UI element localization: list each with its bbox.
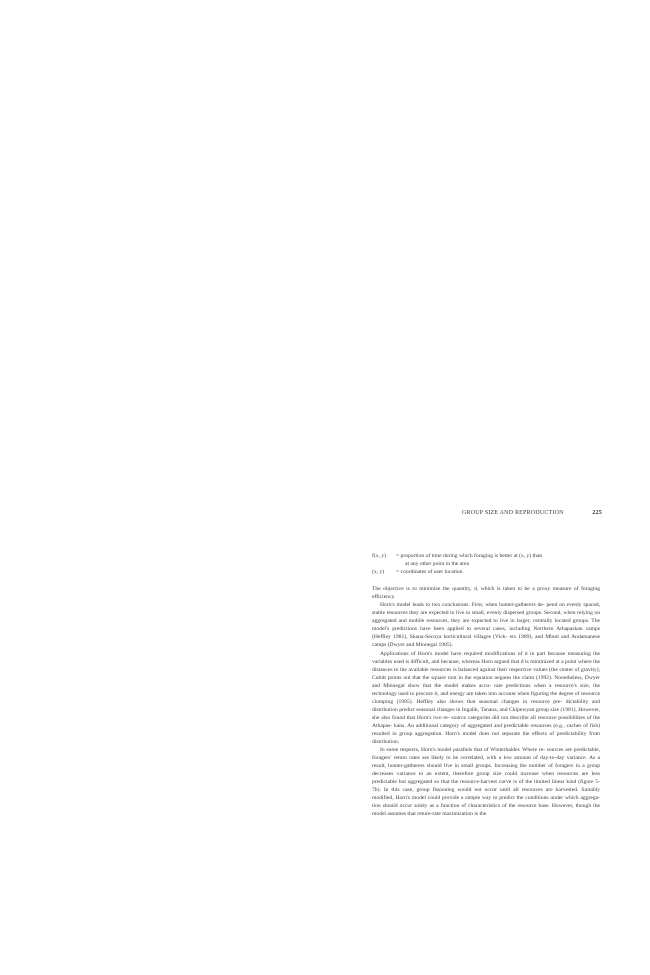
text-line: tion should occur solely as a function of characteristics of the resource base. <box>372 803 550 810</box>
text-line: source categories did not describe all resource possibilities of the Athapas- <box>372 714 601 729</box>
definition-line <box>372 552 600 560</box>
text-line: live in small groups. Increasing the number of foragers in a group decreases <box>372 763 600 778</box>
definition-text: = proportion of time during which foraging is better at (x, y) than <box>396 553 543 559</box>
paragraph <box>372 601 600 649</box>
paragraph <box>372 650 600 747</box>
paragraph <box>372 746 600 818</box>
text-line: Cubitt points out that the square root in the equation negates the claim <box>372 674 535 681</box>
text-line: pend on evenly spaced, stable resources they are expected to live in small, <box>372 602 600 617</box>
text-line: sources are predictable, foragers' return rates are likely to be correlated, with <box>372 747 600 762</box>
text-line: dictability and distribution predict seasonal changes in Ingalik, Tanana, and <box>372 698 601 713</box>
definition-list <box>372 552 600 576</box>
definition-symbol: (x, y) <box>372 569 385 576</box>
text-line: Athapaskan camps (Heffley 1981), Skana-Secoya horticultural villages (Vick- <box>372 626 600 641</box>
text-line: argued that d is minimized at a point where the distances to the available <box>372 658 601 673</box>
text-line: model's predictions have been applied to several cases, including Northern <box>372 626 554 633</box>
text-line: However, though the model assumes that return-rate maximization is the <box>372 803 600 818</box>
text-line: rate predictions when a resource's size, the technology used to procure it, <box>372 682 600 697</box>
definition-symbol: f(x, y) <box>372 553 386 559</box>
paragraph <box>372 585 600 601</box>
text-line: resources is balanced against their respective values (the center of gravity), <box>430 666 600 673</box>
text-line: are less predictable but aggregated so that the resource-harvest curve is of <box>372 771 600 786</box>
text-line: variance to an extent, therefore group size could increase when resources <box>396 771 579 778</box>
text-line: Horn's model leads to two conclusions. First, when hunter-gatherers de- <box>380 602 545 609</box>
definition-text: = coordinates of user location <box>396 569 463 576</box>
text-line: evenly dispersed groups. Second, when relying on aggregated and mobile <box>372 610 600 625</box>
text-line: resources, they are expected to live in larger, centrally located groups. The <box>426 618 600 625</box>
text-line: and energy are taken into account when figuring the degree of resource <box>440 690 600 697</box>
text-line: a low amount of day-to-day variance. As a result, hunter-gatherers should <box>372 755 601 770</box>
text-line: could provide a simple way to predict the conditions under which aggrega- <box>427 795 600 802</box>
page-number: 225 <box>592 510 602 516</box>
running-head: GROUP SIZE AND REPRODUCTION <box>462 510 564 516</box>
text-line: ers 1989), and Mbuti and Andamanese camps (Dwyer and Minnegal 1985). <box>372 634 600 649</box>
page-header <box>462 510 602 522</box>
text-column <box>372 552 600 819</box>
text-line: kans. An additional category of aggregated and predictable resources (e.g., <box>394 722 565 729</box>
text-line: because measuring the variables used is difficult, and because, whereas Horn <box>372 650 600 665</box>
text-line: measure of foraging efficiency. <box>372 586 601 601</box>
body-text <box>372 585 600 818</box>
text-line: occur until all resources are harvested. Suitably modified, Horn's model <box>372 787 600 802</box>
text-line: In some respects, Horn's model parallels that of Winterhalder. Where re- <box>380 747 545 754</box>
text-line: The objective is to minimize the quantity, d, which is taken to be a proxy <box>372 586 551 593</box>
text-line: Applications of Horn's model have required modifications of it in part <box>380 650 546 657</box>
text-line: (1992). Nonetheless, Dwyer and Minnegal show that the model makes accu- <box>372 674 600 689</box>
text-line: caches of fish) resulted in group aggregation. Horn's model does not separate <box>372 722 601 737</box>
text-line: Chipewyan group size (1981). However, she also found that Horn's two re- <box>372 706 600 721</box>
text-line: the effects of predictability from distribution. <box>372 730 601 746</box>
definition-line <box>372 568 600 576</box>
text-line: the limited linear kind (figure 5-7b). In this case, group fissioning would not <box>372 779 600 794</box>
text-line: clumping (1985). Heffley also shows that seasonal changes in resource pre- <box>372 698 563 705</box>
definition-continuation: at any other point in the area <box>405 561 469 568</box>
